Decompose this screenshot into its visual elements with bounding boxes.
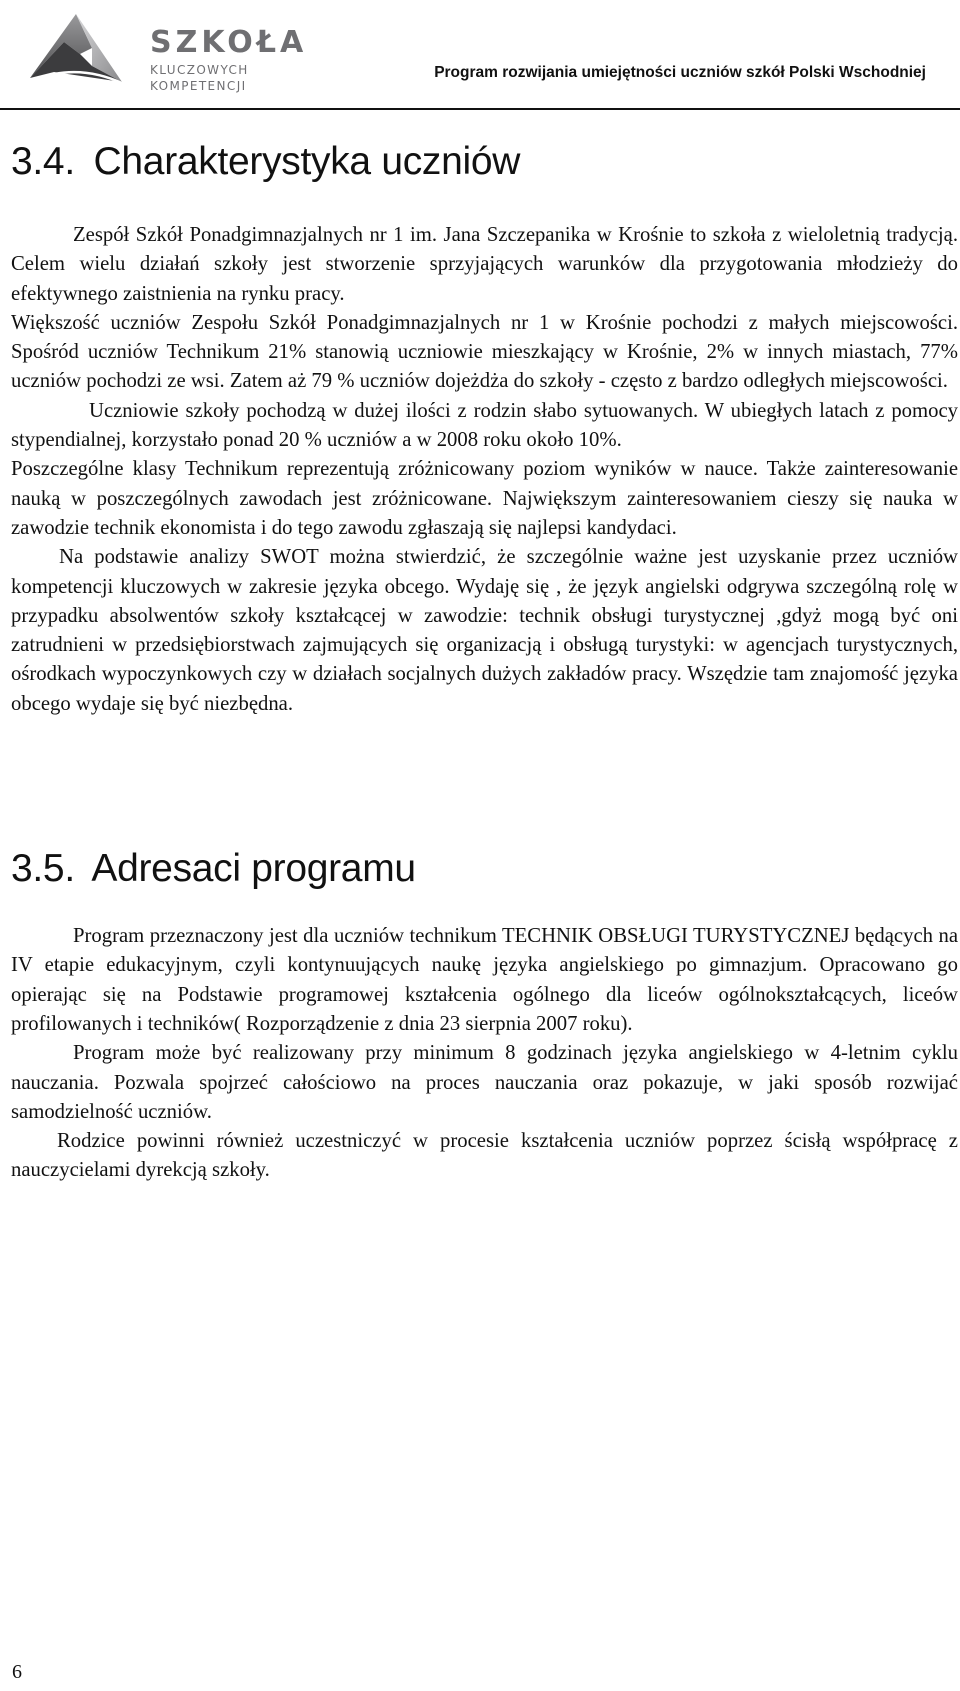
page-number: 6 bbox=[12, 1661, 22, 1683]
page-header bbox=[0, 0, 960, 112]
program-title: Program rozwijania umiejętności uczniów szkół Polski Wschodniej bbox=[434, 64, 926, 81]
paragraph: Większość uczniów Zespołu Szkół Ponadgimnazjalnych nr 1 w Krośnie pochodzi z małych miejscowości. Spośród uczniów Technikum 21% stanowią uczniowie mieszkający w Krośnie, 2% w innych miastach, 77% uczniów pochodzi ze wsi. Zatem aż 79 % uczniów dojeżdża do szkoły - często z bardzo odległych miejscowości. bbox=[11, 311, 958, 393]
section-heading-3-4 bbox=[11, 140, 958, 184]
logo-wordmark bbox=[150, 26, 324, 94]
section-heading-3-5 bbox=[11, 847, 958, 891]
header-divider bbox=[0, 108, 960, 110]
page-content bbox=[11, 112, 958, 1186]
logo-sub-text: KLUCZOWYCH KOMPETENCJI bbox=[150, 63, 249, 93]
section-number: 3.5. bbox=[11, 847, 75, 891]
paragraph: Poszczególne klasy Technikum reprezentują zróżnicowany poziom wyników w nauce. Także zainteresowanie nauką w poszczególnych zawodach jest zróżnicowane. Największym zainteresowaniem cieszy się nauka w zawodzie technik ekonomista i do tego zawodu zgłaszają się najlepsi kandydaci. bbox=[11, 458, 958, 539]
section-title: Adresaci programu bbox=[91, 847, 416, 891]
section-number: 3.4. bbox=[11, 140, 75, 183]
paragraph: Rodzice powinni również uczestniczyć w procesie kształcenia uczniów poprzez ścisłą współpracę z nauczycielami dyrekcją szkoły. bbox=[11, 1130, 958, 1182]
logo-mountain-icon bbox=[24, 8, 134, 92]
logo-main-text: SZKOŁA bbox=[150, 25, 308, 60]
school-logo bbox=[24, 8, 324, 92]
paragraph: Uczniowie szkoły pochodzą w dużej ilości z rodzin słabo sytuowanych. W ubiegłych latach z pomocy stypendialnej, korzystało ponad 20 % uczniów a w 2008 roku około 10%. bbox=[11, 399, 958, 452]
paragraph: Program może być realizowany przy minimum 8 godzinach języka angielskiego w 4-letnim cyklu nauczania. Pozwala spojrzeć całościowo na proces nauczania oraz pokazuje, w jaki sposób rozwijać samodzielność uczniów. bbox=[11, 1042, 958, 1123]
paragraph: Program przeznaczony jest dla uczniów technikum TECHNIK OBSŁUGI TURYSTYCZNEJ będących na IV etapie edukacyjnym, czyli kontynuujących naukę języka angielskiego po gimnazjum. Opracowano go opierając się na Podstawie programowej kształcenia ogólnego dla liceów ogólnokształcących, liceów profilowanych i techników( Rozporządzenie z dnia 23 sierpnia 2007 roku). bbox=[11, 925, 958, 1035]
paragraph: Zespół Szkół Ponadgimnazjalnych nr 1 im. Jana Szczepanika w Krośnie to szkoła z wieloletnią tradycją. Celem wielu działań szkoły jest stworzenie sprzyjających warunków dla przygotowania młodzieży do efektywnego zaistnienia na rynku pracy. bbox=[11, 224, 958, 305]
section-title: Charakterystyka uczniów bbox=[93, 140, 521, 183]
paragraph: Na podstawie analizy SWOT można stwierdzić, że szczególnie ważne jest uzyskanie przez uczniów kompetencji kluczowych w zakresie języka obcego. Wydaję się , że język angielski odgrywa szczególną rolę w przypadku absolwentów szkoły kształcącej w zawodzie: technik obsługi turystycznej ,gdyż mogą być oni zatrudnieni w przedsiębiorstwach zajmujących się organizacją i obsługą turystyki: w agencjach turystycznych, ośrodkach wypoczynkowych czy w działach socjalnych dużych zakładów pracy. Wszędzie tam znajomość języka obcego wydaje się być niezbędna. bbox=[11, 546, 958, 715]
